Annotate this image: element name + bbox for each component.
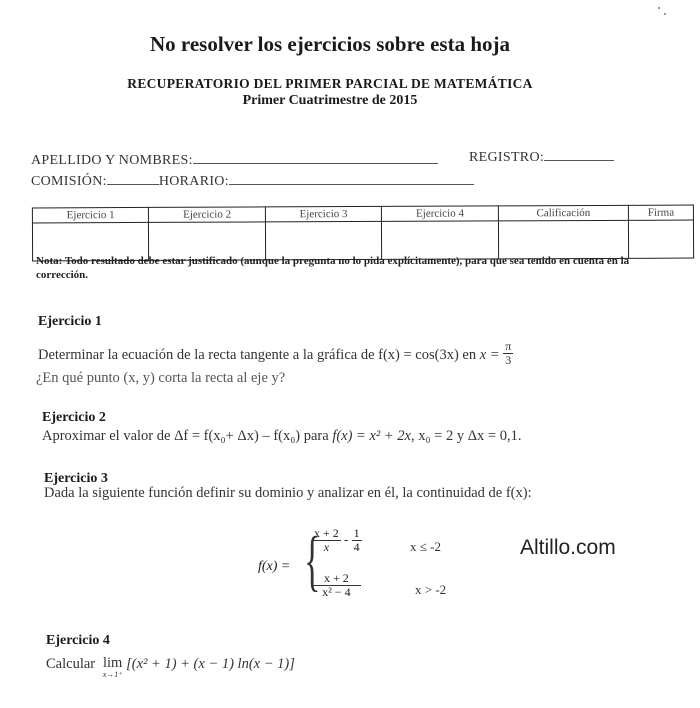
name-blank <box>193 151 438 164</box>
limit-expression: [(x² + 1) + (x − 1) ln(x − 1)] <box>126 656 295 672</box>
ejercicio1-title: Ejercicio 1 <box>38 314 102 329</box>
grades-header-cell: Ejercicio 2 <box>149 207 266 223</box>
name-field <box>31 151 438 169</box>
scan-speck <box>658 7 660 9</box>
horario-label: HORARIO: <box>158 174 229 189</box>
ejercicio4-statement <box>46 656 295 679</box>
grades-header-cell: Ejercicio 1 <box>32 207 149 223</box>
registro-label: REGISTRO: <box>469 150 545 165</box>
piece1-expression <box>312 527 362 554</box>
comision-label: COMISIÓN: <box>31 174 107 189</box>
ejercicio1-question: ¿En qué punto (x, y) corta la recta al eje y? <box>36 370 286 386</box>
name-label: APELLIDO Y NOMBRES: <box>31 153 193 168</box>
grades-table <box>32 205 694 262</box>
piece1-minus: - <box>344 531 349 547</box>
ejercicio3-text: Dada la siguiente función definir su dominio y analizar en él, la continuidad de f(x): <box>44 485 532 501</box>
ejercicio2-function: f(x) = x² + 2x <box>332 428 411 444</box>
piece1-frac2-den: 4 <box>353 540 360 554</box>
registro-field <box>469 148 614 166</box>
document-title: No resolver los ejercicios sobre esta hoja <box>149 32 511 56</box>
piece2-condition: x > -2 <box>415 582 447 597</box>
ejercicio4-text: Calcular <box>46 656 96 672</box>
ejercicio2-params: , x₀ = 2 y Δx = 0,1. <box>410 428 522 444</box>
ejercicio2-text: Aproximar el valor de Δf = f(x₀+ Δx) – f(x₀) para <box>42 428 329 444</box>
comision-blank <box>107 172 159 185</box>
grades-header-cell: Ejercicio 4 <box>382 206 499 222</box>
ejercicio2-statement <box>42 428 521 445</box>
piece2-den: x² − 4 <box>322 585 351 599</box>
limit-word: lim <box>102 655 123 671</box>
horario-blank <box>229 172 474 185</box>
grade-cell <box>629 220 694 258</box>
limit-subscript: x→1⁺ <box>102 670 123 679</box>
piece2-expression <box>312 572 361 599</box>
nota-text: Nota: Todo resultado debe estar justificado (aunque la pregunta no lo pida explícitamente), para que sea tenido en cuenta en la corrección. <box>36 255 630 281</box>
watermark-text: Altillo.com <box>520 536 616 559</box>
ejercicio2-title: Ejercicio 2 <box>42 410 106 425</box>
registro-blank <box>544 148 614 161</box>
ejercicio1-text: Determinar la ecuación de la recta tangente a la gráfica de f(x) = cos(3x) en <box>38 346 477 363</box>
piece1-frac2-num: 1 <box>353 526 360 540</box>
limit-operator <box>103 656 123 679</box>
piece1-fraction2 <box>352 527 362 554</box>
piecewise-brace: { <box>304 522 321 598</box>
scan-speck <box>664 13 666 15</box>
ejercicio1-point-den: 3 <box>505 353 512 367</box>
ejercicio1-point-lhs: x = <box>479 346 500 363</box>
ejercicio1-point-num: π <box>505 339 512 353</box>
piece2-fraction <box>312 572 361 599</box>
piece1-num: x + 2 <box>314 526 339 540</box>
piece2-num: x + 2 <box>312 572 361 586</box>
piece1-condition: x ≤ -2 <box>410 539 441 554</box>
grades-header-cell: Calificación <box>498 205 628 221</box>
ejercicio1-statement <box>38 339 513 369</box>
exam-subtitle: RECUPERATORIO DEL PRIMER PARCIAL DE MATEMÁTICA <box>127 76 533 91</box>
ejercicio3-title: Ejercicio 3 <box>44 471 108 486</box>
piece1-fraction1 <box>312 527 341 554</box>
piece1-den: x <box>323 540 330 554</box>
ejercicio3-lhs: f(x) = <box>258 559 291 574</box>
grades-header-cell: Ejercicio 3 <box>265 206 382 222</box>
grades-header-cell: Firma <box>628 205 693 220</box>
ejercicio1-point-fraction <box>503 340 513 367</box>
ejercicio4-title: Ejercicio 4 <box>46 633 110 648</box>
comision-field <box>31 172 474 190</box>
exam-term: Primer Cuatrimestre de 2015 <box>242 93 418 108</box>
